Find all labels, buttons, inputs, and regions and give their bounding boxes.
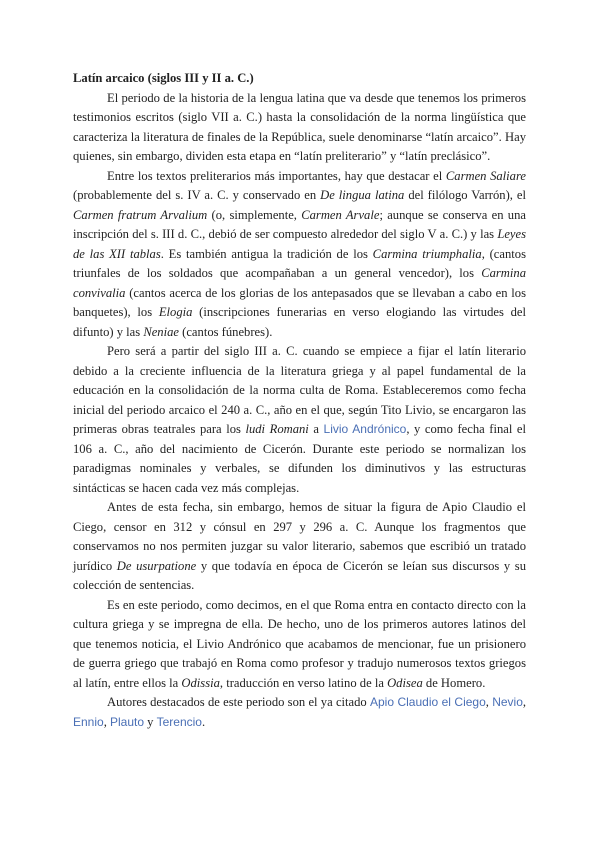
work-title: Carmen Arvale — [301, 207, 380, 222]
text-run: Entre los textos preliterarios más importantes, hay que destacar el — [107, 168, 446, 183]
text-run: Es en este periodo, como decimos, en el que Roma entra en contacto directo con la cultura griega y se impregna de ella. De hecho, uno de los primeros autores latinos del que tenemos noticia, el Livio Andrónico que acabamos de mencionar, fue un prisionero de guerra griego que trabajó en Roma como profesor y tradujo numerosos textos griegos al latín, entre ellos la — [73, 597, 526, 690]
text-run: (o, simplemente, — [207, 207, 302, 222]
paragraph-6 — [73, 693, 526, 732]
work-title: Neniae — [143, 324, 179, 339]
work-title: Carmen Saliare — [445, 168, 527, 183]
text-run: Pero será a partir del siglo III a. C. cuando se empiece a fijar el latín literario debido a la creciente influencia de la literatura griega y al papel fundamental de la educación en la consolidación de la norma culta de Roma. Estableceremos como fecha inicial del periodo arcaico el 240 a. C., año en el que, según Tito Livio, se encargaron las primeras obras teatrales para los — [73, 344, 526, 436]
section-heading: Latín arcaico (siglos III y II a. C.) — [73, 71, 254, 85]
link-livio-andronico[interactable]: Livio Andrónico — [323, 422, 407, 436]
text-run: , y como fecha final el 106 a. C., año del nacimiento de Cicerón. Durante este periodo se normalizan los paradigmas nominales y verbales, se difunden los diminutivos y las estructuras sintácticas se hacen cada vez más complejas. — [73, 422, 527, 495]
link-apio-claudio[interactable]: Apio Claudio el Ciego — [370, 695, 486, 709]
text-run: (inscripciones funerarias en verso elogiando las virtudes del difunto) y las — [73, 305, 526, 339]
text-run: y que todavía en época de Cicerón se leían sus discursos y su colección de sentencias. — [73, 558, 526, 592]
text-run: , — [103, 714, 110, 729]
paragraph-5 — [73, 596, 526, 694]
text-run: ; aunque se conserva en una inscripción del s. III d. C., debió de ser compuesto alrededor del siglo V a. C.) y las — [73, 207, 526, 241]
text-run: , traducción en verso latino de la — [219, 675, 388, 690]
text-run: , — [485, 695, 493, 709]
paragraph-2 — [73, 167, 526, 343]
work-title: De lingua latina — [320, 188, 405, 202]
text-run: . — [201, 714, 206, 729]
text-run: a — [308, 422, 324, 436]
document-page — [73, 69, 526, 732]
text-run: El periodo de la historia de la lengua latina que va desde que tenemos los primeros testimonios escritos (siglo VII a. C.) hasta la consolidación de la norma lingüística que caracteriza la literatura de finales de la República, suele denominarse “latín arcaico”. Hay quienes, sin embargo, dividen esta etapa en “latín preliterario” y “latín preclásico”. — [73, 90, 526, 163]
work-title: Carmina triumphalia — [372, 246, 482, 261]
link-nevio[interactable]: Nevio — [492, 695, 523, 709]
work-title: Odisea — [387, 675, 423, 690]
work-title: Carmen fratrum Arvalium — [73, 207, 208, 222]
link-plauto[interactable]: Plauto — [110, 714, 145, 729]
text-run: (cantos fúnebres). — [179, 324, 273, 339]
work-title: ludi Romani — [245, 422, 309, 436]
work-title: Odissia — [181, 675, 220, 690]
paragraph-4 — [73, 498, 526, 596]
text-run: y — [144, 714, 157, 729]
text-run: Antes de esta fecha, sin embargo, hemos de situar la figura de Apio Claudio el Ciego, censor en 312 y cónsul en 297 y 296 a. C. Aunque los fragmentos que conservamos no nos permiten juzgar su valor literario, sabemos que escribió un tratado jurídico — [73, 500, 526, 573]
paragraph-3 — [73, 342, 526, 498]
work-title: Leyes de las XII tablas — [73, 227, 526, 261]
text-run: , (cantos triunfales de los soldados que acompañaban a un general vencedor), los — [73, 246, 526, 280]
text-run: . Es también antigua la tradición de los — [160, 246, 373, 261]
text-run: de Homero. — [422, 675, 486, 690]
text-run: (cantos acerca de los glorias de los antepasados que se llevaban a cabo en los banquetes), los — [73, 285, 526, 319]
work-title: Carmina convivalia — [73, 266, 526, 300]
text-run: Autores destacados de este periodo son el ya citado — [107, 695, 370, 709]
text-run: del filólogo Varrón), el — [404, 188, 526, 202]
text-run: (probablemente del s. IV a. C. y conservado en — [73, 188, 321, 202]
work-title: Elogia — [158, 305, 193, 319]
link-ennio[interactable]: Ennio — [73, 714, 104, 729]
work-title: De usurpatione — [116, 558, 197, 573]
paragraph-1 — [73, 89, 526, 167]
text-run: , — [522, 695, 527, 709]
link-terencio[interactable]: Terencio — [156, 714, 202, 729]
